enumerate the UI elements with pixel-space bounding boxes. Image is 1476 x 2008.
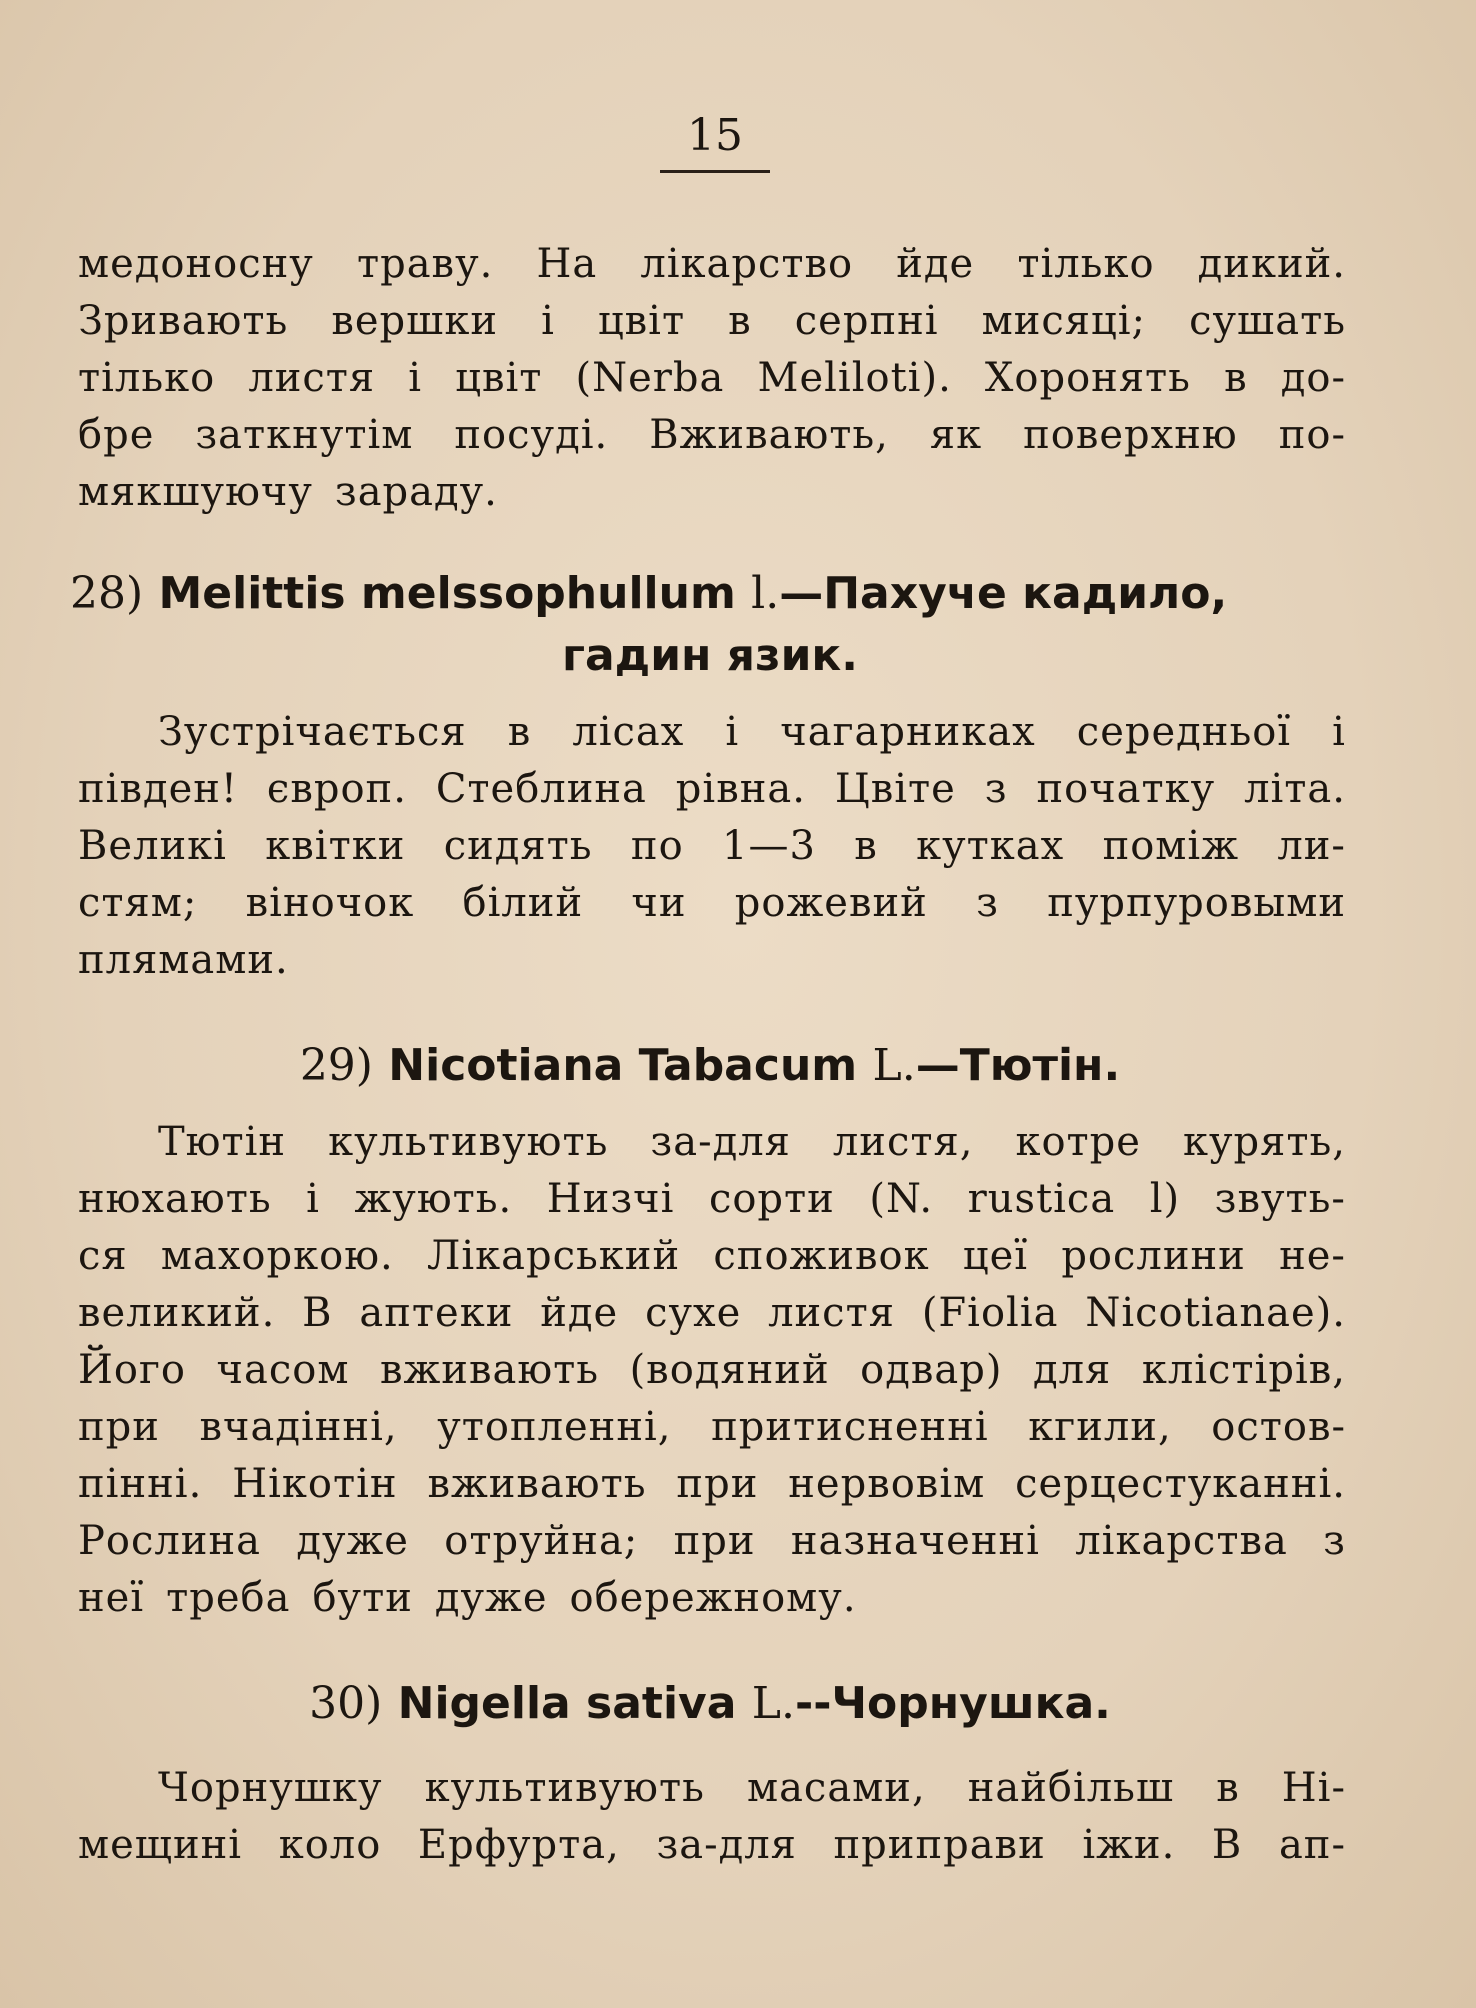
word: дуже xyxy=(296,1518,409,1564)
word: мисяці; xyxy=(981,298,1147,344)
word: цвіт xyxy=(597,298,686,344)
text-line xyxy=(78,1342,1346,1399)
text-line xyxy=(78,1760,1346,1817)
word: з xyxy=(984,766,1008,812)
word: Низчі xyxy=(546,1176,675,1222)
word: листя xyxy=(768,1290,895,1336)
word: звуть- xyxy=(1214,1176,1346,1222)
author-abbrev: L. xyxy=(751,1678,795,1729)
page-number-rule xyxy=(660,170,770,173)
word: європ. xyxy=(266,766,407,812)
word: сидять xyxy=(443,823,593,869)
word: йде xyxy=(540,1290,619,1336)
word: поверхню xyxy=(1023,412,1238,458)
text-line xyxy=(78,704,1346,761)
word: назначенні xyxy=(790,1518,1040,1564)
text-line xyxy=(78,350,1346,407)
word: не- xyxy=(1279,1233,1346,1279)
word: іжи. xyxy=(1082,1822,1176,1868)
text-line xyxy=(78,236,1346,293)
word: листя, xyxy=(832,1119,974,1165)
word: рослини xyxy=(1061,1233,1246,1279)
entry-28-heading xyxy=(70,562,1350,626)
word: кгили, xyxy=(1028,1404,1172,1450)
word: початку xyxy=(1036,766,1216,812)
word: сухе xyxy=(645,1290,742,1336)
word: середньої xyxy=(1076,709,1292,755)
word: і xyxy=(541,298,555,344)
word: бути xyxy=(312,1575,413,1621)
word: серпні xyxy=(794,298,939,344)
word: Нікотін xyxy=(232,1461,398,1507)
word: квітки xyxy=(265,823,406,869)
text-line xyxy=(78,1513,1346,1570)
word: курять, xyxy=(1182,1119,1346,1165)
word: (Fiolia xyxy=(921,1290,1059,1336)
word: масами, xyxy=(746,1765,926,1811)
text-line xyxy=(78,932,1346,989)
word: мещині xyxy=(78,1822,243,1868)
word: Meliloti). xyxy=(757,355,952,401)
word: 1—3 xyxy=(722,823,816,869)
entry-30-heading xyxy=(60,1672,1360,1736)
word: поміж xyxy=(1102,823,1240,869)
word: Цвіте xyxy=(834,766,956,812)
word: траву. xyxy=(356,241,494,287)
word: в xyxy=(728,298,752,344)
word: великий. xyxy=(78,1290,276,1336)
word: Лікарський xyxy=(427,1233,681,1279)
word: дикий. xyxy=(1197,241,1346,287)
word: ся xyxy=(78,1233,128,1279)
word: сушать xyxy=(1189,298,1346,344)
word: пурпуровыми xyxy=(1047,880,1346,926)
word: по xyxy=(630,823,684,869)
word: На xyxy=(536,241,598,287)
word: листя xyxy=(248,355,376,401)
text-line xyxy=(78,818,1346,875)
entry-number: 29) xyxy=(299,1040,373,1091)
word: ли- xyxy=(1277,823,1346,869)
word: В xyxy=(1211,1822,1243,1868)
word: при xyxy=(673,1518,756,1564)
word: обережному. xyxy=(569,1575,857,1621)
text-line xyxy=(78,1171,1346,1228)
word: Ерфурта, xyxy=(417,1822,620,1868)
word: нюхають xyxy=(78,1176,272,1222)
word: rustica xyxy=(967,1176,1116,1222)
word: Nicotianae). xyxy=(1085,1290,1346,1336)
word: цеї xyxy=(962,1233,1029,1279)
author-abbrev: L. xyxy=(872,1040,916,1091)
word: вершки xyxy=(331,298,499,344)
word: по- xyxy=(1278,412,1346,458)
latin-name: Melittis melssophullum xyxy=(158,568,736,619)
word: одвар) xyxy=(860,1347,1003,1393)
word: Стеблина xyxy=(435,766,647,812)
word: білий xyxy=(462,880,584,926)
word: за-для xyxy=(650,1119,791,1165)
word: неї xyxy=(78,1575,145,1621)
word: найбільш xyxy=(967,1765,1175,1811)
word: Великі xyxy=(78,823,227,869)
word: часом xyxy=(216,1347,350,1393)
word: Рослина xyxy=(78,1518,261,1564)
word: приправи xyxy=(833,1822,1046,1868)
word: стям; xyxy=(78,880,198,926)
word: рожевий xyxy=(734,880,928,926)
word: l) xyxy=(1149,1176,1181,1222)
word: рівна. xyxy=(675,766,806,812)
word: культивують xyxy=(424,1765,705,1811)
text-line xyxy=(78,761,1346,818)
word: заткнутім xyxy=(195,412,414,458)
word: Його xyxy=(78,1347,187,1393)
paragraph-29 xyxy=(78,1114,1346,1627)
word: до- xyxy=(1280,355,1346,401)
word: Зривають xyxy=(78,298,289,344)
text-line xyxy=(78,464,1346,521)
word: з xyxy=(976,880,999,926)
word: аптеки xyxy=(359,1290,514,1336)
word: віночок xyxy=(245,880,415,926)
text-line xyxy=(78,1456,1346,1513)
word: коло xyxy=(278,1822,382,1868)
text-line xyxy=(78,1285,1346,1342)
word: кутках xyxy=(916,823,1065,869)
word: лікарство xyxy=(640,241,854,287)
word: сорти xyxy=(708,1176,835,1222)
common-name: --Чорнушка. xyxy=(794,1678,1111,1729)
word: нервовім xyxy=(788,1461,986,1507)
word: притисненні xyxy=(711,1404,989,1450)
page-number: 15 xyxy=(687,110,743,161)
word: як xyxy=(929,412,983,458)
word: споживок xyxy=(713,1233,930,1279)
paragraph-28 xyxy=(78,704,1346,989)
word: остов- xyxy=(1211,1404,1346,1450)
word: і xyxy=(408,355,423,401)
latin-name: Nigella sativa xyxy=(397,1678,737,1729)
latin-name: Nicotiana Tabacum xyxy=(388,1040,858,1091)
word: махоркою. xyxy=(160,1233,394,1279)
word: чагарниках xyxy=(780,709,1036,755)
word: (Nerba xyxy=(575,355,725,401)
common-name: —Пахуче кадило, xyxy=(779,568,1228,619)
word: тілько xyxy=(78,355,216,401)
word: лікарства xyxy=(1075,1518,1288,1564)
paragraph-30 xyxy=(78,1760,1346,1874)
word: утопленні, xyxy=(437,1404,672,1450)
word: котре xyxy=(1015,1119,1141,1165)
word: вчадінні, xyxy=(199,1404,398,1450)
word: і xyxy=(725,709,740,755)
word: (N. xyxy=(869,1176,934,1222)
word: В xyxy=(302,1290,333,1336)
word: плямами. xyxy=(78,937,289,983)
word: ап- xyxy=(1278,1822,1346,1868)
word: Ні- xyxy=(1281,1765,1346,1811)
word: культивують xyxy=(328,1119,609,1165)
word: серцестуканні. xyxy=(1015,1461,1346,1507)
common-name: —Тютін. xyxy=(915,1040,1121,1091)
word: треба xyxy=(166,1575,291,1621)
word: лісах xyxy=(572,709,685,755)
text-line xyxy=(78,293,1346,350)
word: жують. xyxy=(354,1176,513,1222)
word: отруйна; xyxy=(444,1518,639,1564)
word: з xyxy=(1323,1518,1346,1564)
entry-number: 30) xyxy=(309,1678,383,1729)
word: Тютін xyxy=(158,1119,287,1165)
word: в xyxy=(1224,355,1248,401)
text-line xyxy=(78,407,1346,464)
word: мякшуючу xyxy=(78,469,313,515)
word: посуді. xyxy=(454,412,609,458)
word: клістірів, xyxy=(1141,1347,1346,1393)
text-line xyxy=(78,875,1346,932)
word: Вживають, xyxy=(649,412,889,458)
word: і xyxy=(306,1176,320,1222)
word: Чорнушку xyxy=(158,1765,383,1811)
entry-28-heading-line2 xyxy=(60,624,1360,688)
word: чи xyxy=(631,880,687,926)
word: і xyxy=(1332,709,1346,755)
word: йде xyxy=(896,241,975,287)
word: для xyxy=(1033,1347,1112,1393)
entry-29-heading xyxy=(60,1034,1360,1098)
common-name-cont: гадин язик. xyxy=(562,630,858,681)
text-line xyxy=(78,1570,1346,1627)
word: Зустрічається xyxy=(158,709,467,755)
text-line xyxy=(78,1399,1346,1456)
word: за-для xyxy=(656,1822,797,1868)
word: пінні. xyxy=(78,1461,203,1507)
word: зараду. xyxy=(334,469,498,515)
paragraph-intro xyxy=(78,236,1346,521)
word: вживають xyxy=(427,1461,647,1507)
word: півден! xyxy=(78,766,239,812)
word: (водяний xyxy=(629,1347,830,1393)
word: в xyxy=(1216,1765,1240,1811)
word: в xyxy=(507,709,532,755)
author-abbrev: l. xyxy=(751,568,780,619)
text-line xyxy=(78,1817,1346,1874)
text-line xyxy=(78,1228,1346,1285)
word: бре xyxy=(78,412,155,458)
word: при xyxy=(676,1461,759,1507)
word: Хоронять xyxy=(984,355,1191,401)
word: тілько xyxy=(1017,241,1155,287)
word: дуже xyxy=(434,1575,548,1621)
word: медоносну xyxy=(78,241,314,287)
entry-number: 28) xyxy=(70,568,144,619)
word: цвіт xyxy=(455,355,543,401)
word: при xyxy=(78,1404,160,1450)
word: літа. xyxy=(1244,766,1346,812)
word: вживають xyxy=(379,1347,600,1393)
word: в xyxy=(854,823,878,869)
text-line xyxy=(78,1114,1346,1171)
